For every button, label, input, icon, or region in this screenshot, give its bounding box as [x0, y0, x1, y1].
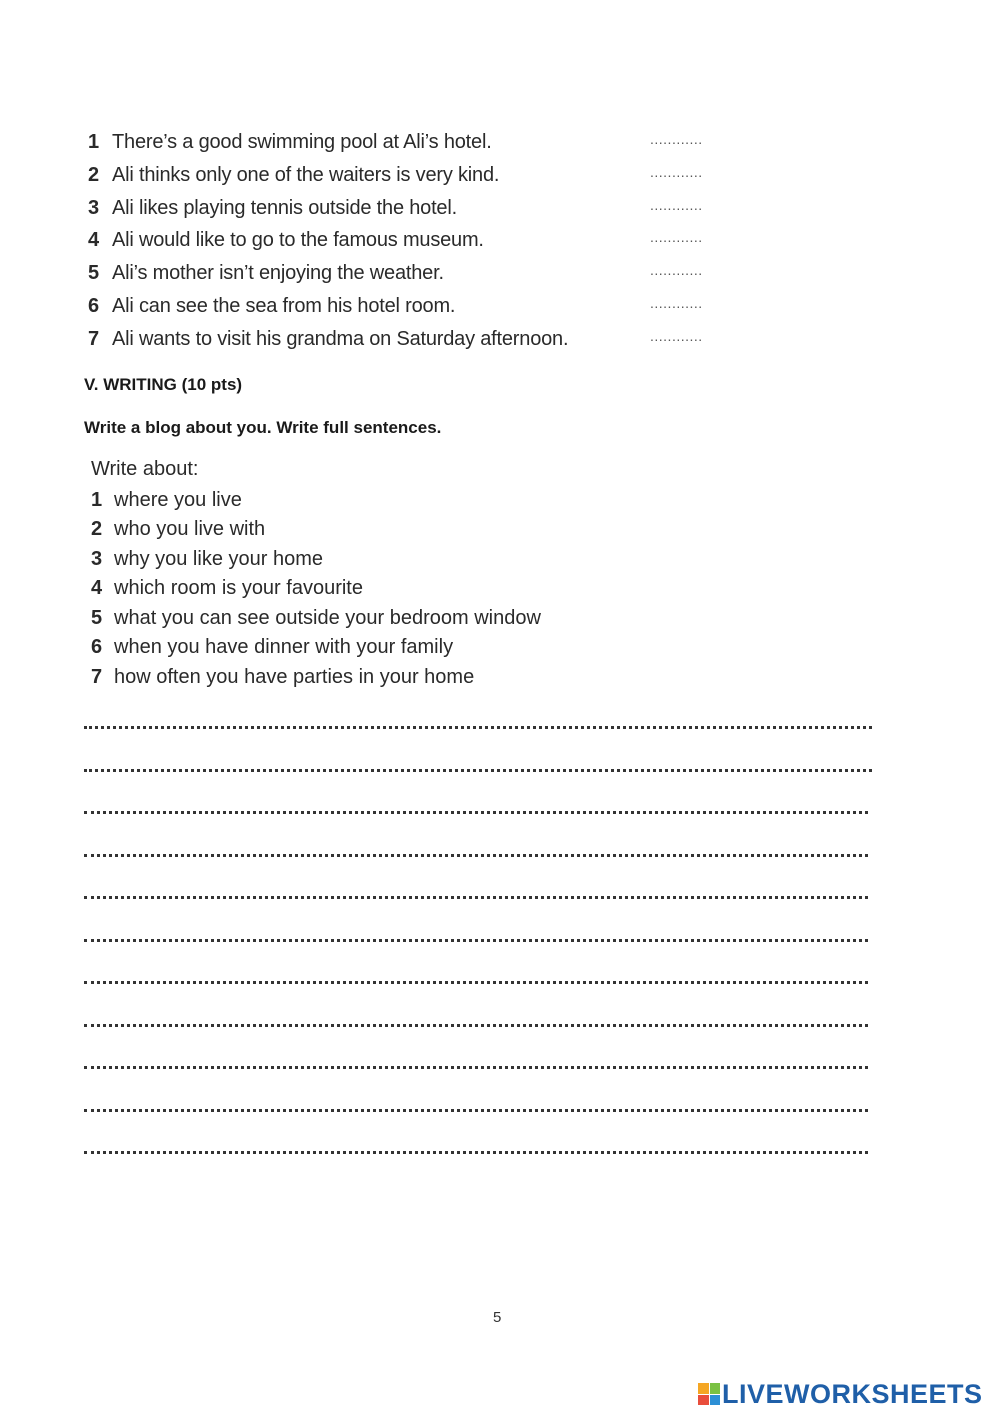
tf-item [88, 328, 728, 360]
prompt-text: why you like your home [114, 548, 323, 570]
tf-item [88, 131, 728, 163]
prompt-number: 3 [91, 548, 103, 570]
prompt-text: which room is your favourite [114, 577, 363, 599]
item-number: 7 [88, 328, 100, 350]
item-number: 2 [88, 164, 100, 186]
answer-blank[interactable]: ............ [650, 164, 703, 180]
item-statement: Ali wants to visit his grandma on Saturday afternoon. [112, 328, 569, 350]
tf-item [88, 295, 728, 327]
answer-line[interactable] [84, 1147, 868, 1154]
tf-item [88, 262, 728, 294]
answer-line[interactable] [84, 807, 868, 814]
section-heading: V. WRITING (10 pts) [84, 375, 243, 394]
answer-blank[interactable]: ............ [650, 328, 703, 344]
item-statement: Ali’s mother isn’t enjoying the weather. [112, 262, 444, 284]
prompt-text: how often you have parties in your home [114, 666, 475, 688]
brand-watermark [698, 1378, 983, 1410]
answer-line[interactable] [84, 892, 868, 899]
item-statement: Ali can see the sea from his hotel room. [112, 295, 456, 317]
prompt-number: 2 [91, 518, 103, 540]
prompt-number: 4 [91, 577, 103, 599]
answer-blank[interactable]: ............ [650, 197, 703, 213]
answer-line[interactable] [84, 935, 868, 942]
tf-item [88, 197, 728, 229]
brand-name: LIVEWORKSHEETS [722, 1378, 983, 1409]
prompt-text: where you live [114, 489, 242, 511]
page-number: 5 [493, 1309, 502, 1326]
prompt-number: 6 [91, 636, 103, 658]
item-number: 6 [88, 295, 100, 317]
prompt-title: Write about: [91, 458, 199, 480]
item-statement: There’s a good swimming pool at Ali’s hotel. [112, 131, 492, 153]
answer-blank[interactable]: ............ [650, 229, 703, 245]
prompt-number: 1 [91, 489, 103, 511]
item-statement: Ali would like to go to the famous museum. [112, 229, 484, 251]
answer-blank[interactable]: ............ [650, 262, 703, 278]
liveworksheets-logo-icon [698, 1383, 720, 1405]
answer-blank[interactable]: ............ [650, 295, 703, 311]
prompt-text: what you can see outside your bedroom window [114, 607, 541, 629]
answer-line[interactable] [84, 1105, 868, 1112]
answer-blank[interactable]: ............ [650, 131, 703, 147]
writing-instruction: Write a blog about you. Write full sentences. [84, 418, 442, 437]
item-number: 3 [88, 197, 100, 219]
item-statement: Ali likes playing tennis outside the hotel. [112, 197, 457, 219]
answer-line[interactable] [84, 1062, 868, 1069]
answer-line[interactable] [84, 765, 872, 772]
item-number: 5 [88, 262, 100, 284]
answer-line[interactable] [84, 722, 872, 729]
prompt-number: 5 [91, 607, 103, 629]
item-statement: Ali thinks only one of the waiters is very kind. [112, 164, 500, 186]
prompt-number: 7 [91, 666, 103, 688]
answer-line[interactable] [84, 850, 868, 857]
tf-item [88, 164, 728, 196]
answer-line[interactable] [84, 977, 868, 984]
prompt-text: when you have dinner with your family [114, 636, 454, 658]
answer-line[interactable] [84, 1020, 868, 1027]
prompt-text: who you live with [114, 518, 266, 540]
item-number: 1 [88, 131, 100, 153]
item-number: 4 [88, 229, 100, 251]
tf-item [88, 229, 728, 261]
